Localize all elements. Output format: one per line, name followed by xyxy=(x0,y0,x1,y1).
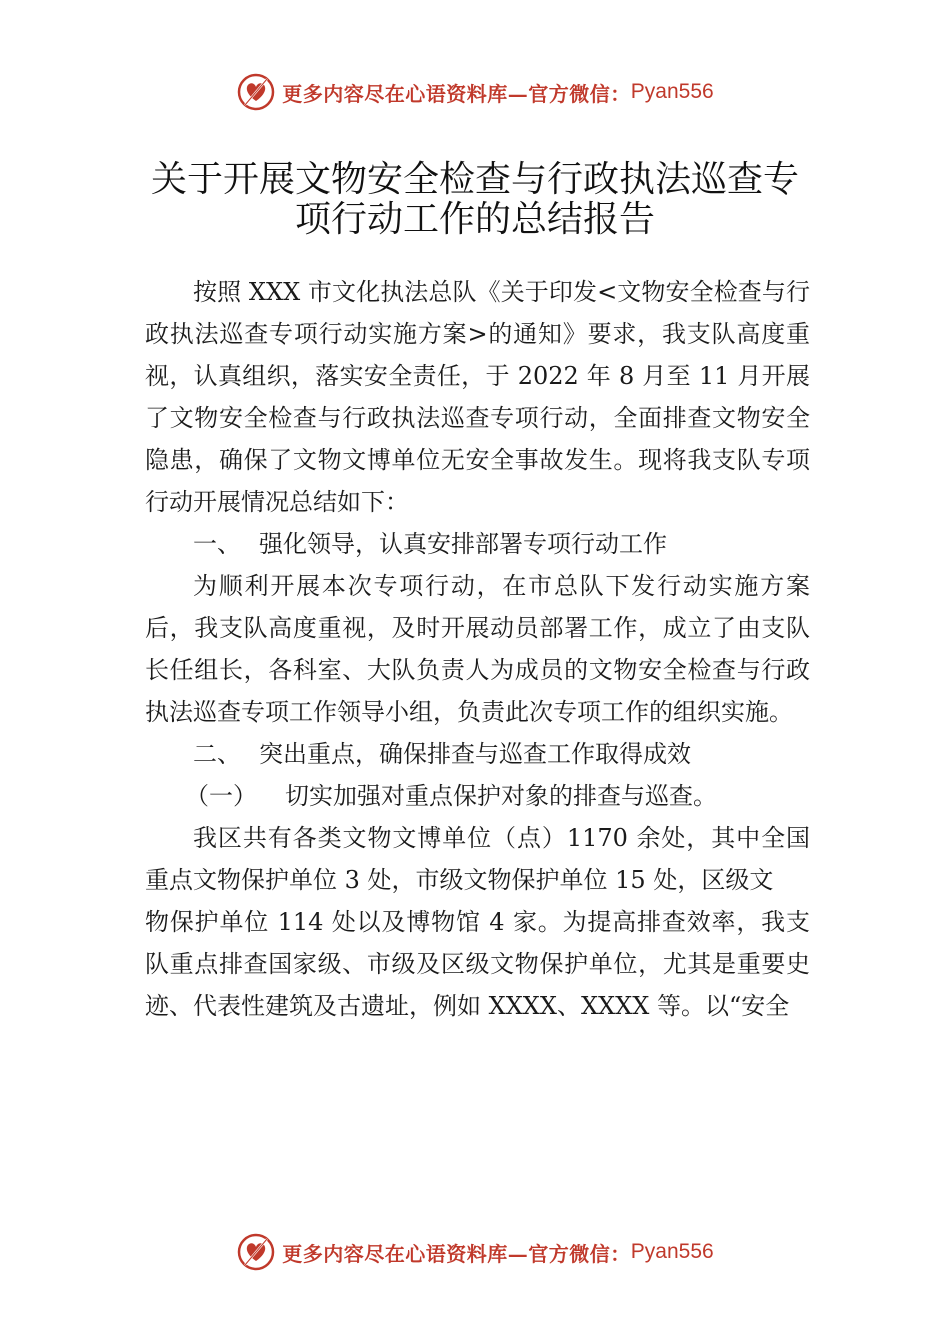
section-1-paragraph: 为顺利开展本次专项行动，在市总队下发行动实施方案后，我支队高度重视，及时开展动员部署工作，成立了由支队长任组长，各科室、大队负责人为成员的文物安全检查与行政执法巡查专项工作领导小组，负责此次专项工作的组织实施。 xyxy=(145,572,810,726)
watermark-handle: Pyan556 xyxy=(630,1240,714,1263)
section-1-title: 强化领导，认真安排部署专项行动工作 xyxy=(259,530,667,558)
document-body xyxy=(145,271,810,1027)
document-title xyxy=(130,160,820,240)
heart-pen-logo-icon xyxy=(236,1232,276,1272)
title-line-2: 项行动工作的总结报告 xyxy=(294,199,655,240)
section-2-heading xyxy=(145,733,810,775)
watermark-text: 更多内容尽在心语资料库—官方微信： xyxy=(282,81,631,106)
watermark-banner-bottom xyxy=(0,1230,950,1274)
subsection-1-heading xyxy=(145,775,810,817)
watermark-banner-top xyxy=(0,70,950,114)
section-1-heading xyxy=(145,523,810,565)
section-2-number: 二、 xyxy=(193,740,241,768)
section-2-paragraph-1: 我区共有各类文物文博单位（点）1170 余处，其中全国重点文物保护单位 3 处，市级文物保护单位 15 处，区级文 xyxy=(145,824,810,894)
subsection-1-number: （一） xyxy=(185,782,257,810)
section-2-paragraph-2: 物保护单位 114 处以及博物馆 4 家。为提高排查效率，我支队重点排查国家级、市级及区级文物保护单位，尤其是重要史迹、代表性建筑及古遗址，例如 XXXX、XXXX 等。以“安全 xyxy=(145,908,810,1020)
subsection-1-title: 切实加强对重点保护对象的排查与巡查。 xyxy=(285,782,717,810)
section-1-number: 一、 xyxy=(193,530,241,558)
title-line-1: 关于开展文物安全检查与行政执法巡查专 xyxy=(150,159,799,200)
watermark-text: 更多内容尽在心语资料库—官方微信： xyxy=(282,1241,631,1266)
heart-pen-logo-icon xyxy=(236,72,276,112)
section-2-title: 突出重点，确保排查与巡查工作取得成效 xyxy=(259,740,691,768)
intro-paragraph: 按照 XXX 市文化执法总队《关于印发<文物安全检查与行政执法巡查专项行动实施方案>的通知》要求，我支队高度重视，认真组织，落实安全责任，于 2022 年 8 月至 11 月开展了文物安全检查与行政执法巡查专项行动，全面排查文物安全隐患，确保了文物文博单位无安全事故发生。现将我支队专项行动开展情况总结如下： xyxy=(145,278,810,516)
watermark-handle: Pyan556 xyxy=(630,80,714,103)
